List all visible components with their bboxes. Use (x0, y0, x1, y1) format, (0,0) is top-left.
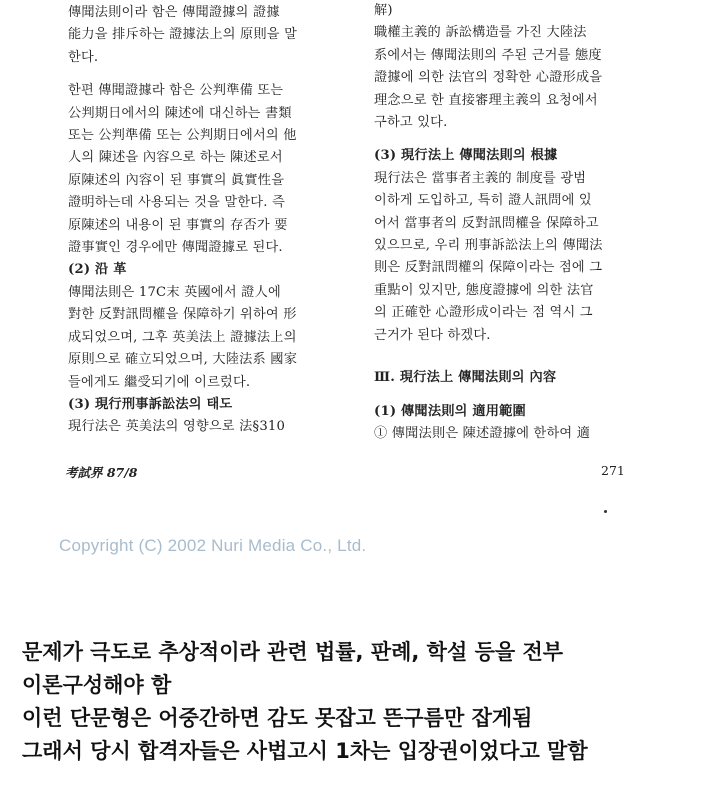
text-line: 現行法은 當事者主義的 制度를 광범 (374, 170, 587, 186)
text-line: 則은 反對訊問權의 保障이라는 점에 그 (374, 260, 603, 276)
text-line: 重點이 있지만, 態度證據에 의한 法官 (374, 282, 594, 298)
text-line: 證據에 의한 法官의 정확한 心證形成을 (374, 70, 603, 86)
text-line: 職權主義的 訴訟構造를 가진 大陸法 (374, 25, 587, 41)
text-line: 原則으로 確立되었으며, 大陸法系 國家 (68, 352, 298, 368)
text-line: 의 正確한 心證形成이라는 점 역시 그 (374, 305, 593, 321)
text-line: 들에게도 繼受되기에 이르렀다. (68, 374, 251, 390)
text-line: 解) (374, 3, 393, 18)
text-line: 어서 當事者의 反對訊問權을 保障하고 (374, 215, 599, 231)
caption-line: 문제가 극도로 추상적이라 관련 법률, 판례, 학설 등을 전부 (22, 640, 564, 664)
caption-line: 이론구성해야 함 (22, 673, 172, 697)
text-line: 이하게 도입하고, 특히 證人訊問에 있 (374, 193, 592, 209)
text-line: 한편 傳聞證據라 함은 公判準備 또는 (68, 83, 284, 99)
section-heading: (3) 現行刑事訴訟法의 태도 (68, 396, 233, 412)
text-line: 原陳述의 내용이 된 事實의 存否가 要 (68, 217, 288, 233)
text-line: 系에서는 傳聞法則의 주된 근거를 態度 (374, 47, 602, 63)
text-line: 能力을 排斥하는 證據法上의 原則을 말 (68, 27, 298, 43)
text-line: 또는 公判準備 또는 公判期日에서의 他 (68, 128, 297, 144)
text-line: 證明하는데 사용되는 것을 말한다. 즉 (68, 195, 285, 211)
text-line: 成되었으며, 그후 英美法上 證據法上의 (68, 329, 297, 345)
post-caption (22, 636, 702, 768)
caption-line: 이런 단문형은 어중간하면 감도 못잡고 뜬구름만 잡게됨 (22, 706, 533, 730)
scan-speck (604, 510, 607, 513)
magazine-issue-label: 考試界 87/8 (65, 465, 138, 480)
text-line: 理念으로 한 直接審理主義의 요청에서 (374, 92, 598, 108)
text-line: 人의 陳述을 內容으로 하는 陳述로서 (68, 150, 283, 166)
text-line: 근거가 된다 하겠다. (374, 327, 491, 343)
text-line: 原陳述의 內容이 된 事實의 眞實性을 (68, 172, 285, 188)
text-line: 구하고 있다. (374, 115, 448, 131)
text-line: 한다. (68, 49, 99, 65)
text-line: 있으므로, 우리 刑事訴訟法上의 傳聞法 (374, 238, 603, 254)
text-line: 現行法은 英美法의 영향으로 法§310 (68, 419, 286, 435)
chapter-heading: Ⅲ. 現行法上 傳聞法則의 內容 (374, 370, 557, 386)
text-line: 傳聞法則이라 함은 傳聞證據의 證據 (68, 5, 280, 20)
section-heading: (3) 現行法上 傳聞法則의 根據 (374, 148, 558, 164)
section-heading: (2) 沿 革 (68, 262, 127, 278)
page-number: 271 (601, 463, 625, 478)
left-text-column (68, 2, 352, 439)
text-line: 證事實인 경우에만 傳聞證據로 된다. (68, 240, 283, 256)
text-line: 公判期日에서의 陳述에 대신하는 書類 (68, 105, 292, 121)
copyright-watermark: Copyright (C) 2002 Nuri Media Co., Ltd. (59, 536, 367, 555)
text-line: 傳聞法則은 17C末 英國에서 證人에 (68, 284, 281, 300)
right-text-column (374, 0, 656, 445)
caption-line: 그래서 당시 합격자들은 사법고시 1차는 입장권이었다고 말함 (22, 739, 588, 763)
text-line: 對한 反對訊問權을 保障하기 위하여 形 (68, 307, 297, 323)
text-line: ① 傳聞法則은 陳述證據에 한하여 適 (374, 425, 591, 441)
section-heading: (1) 傳聞法則의 適用範圍 (374, 403, 526, 419)
